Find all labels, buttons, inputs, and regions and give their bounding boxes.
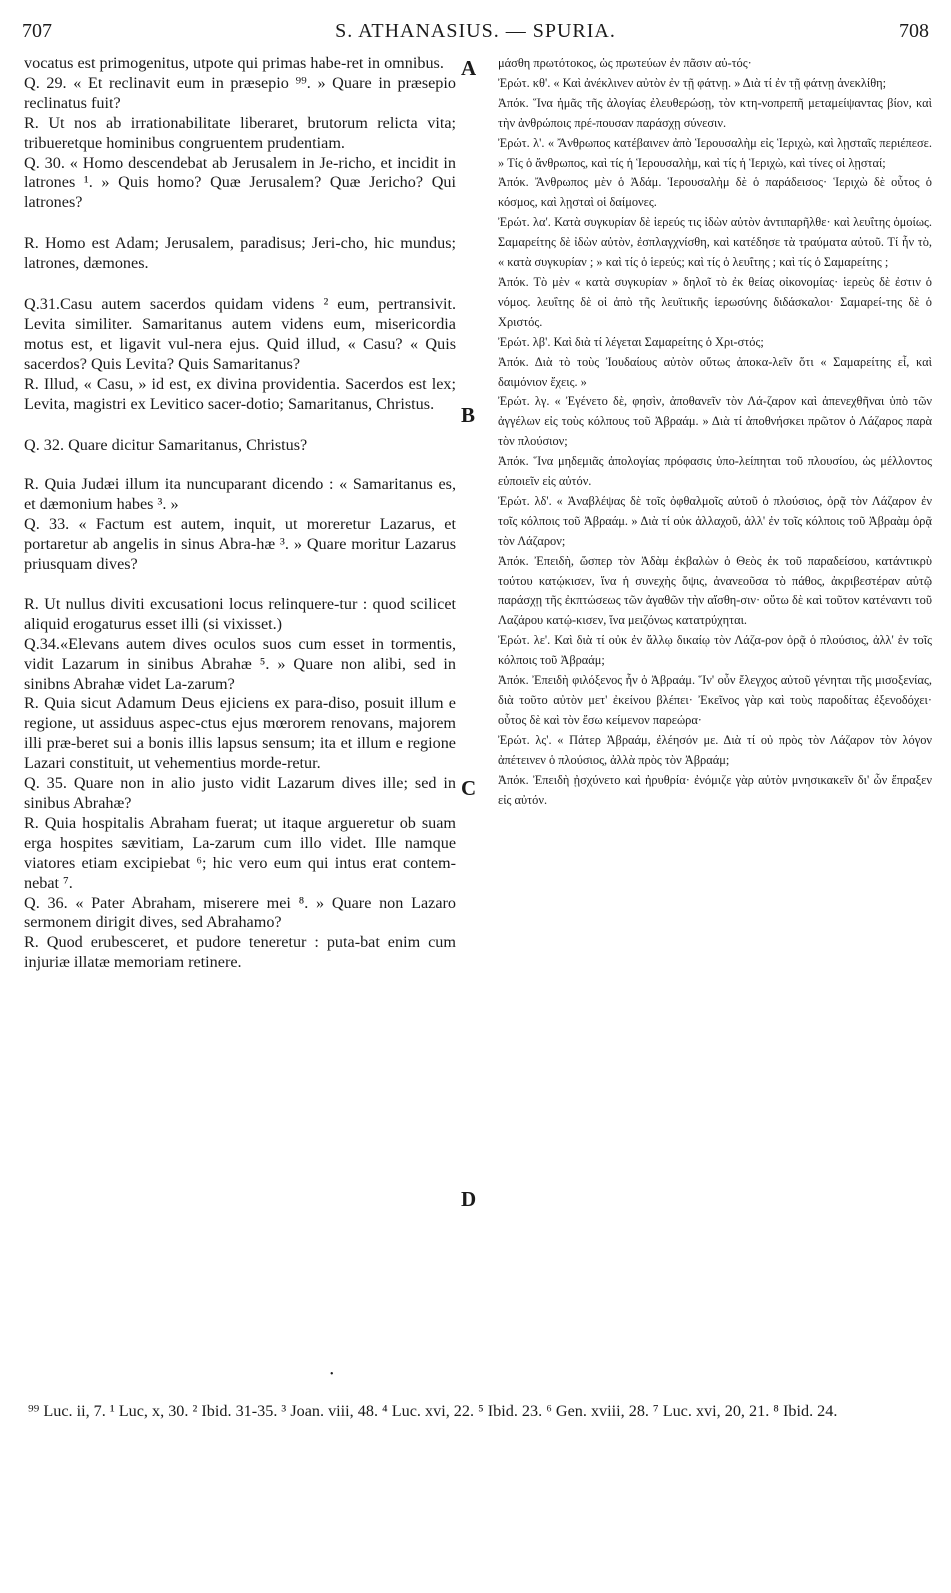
greek-paragraph: Ἐρώτ. λ'. « Ἄνθρωπος κατέβαινεν ἀπὸ Ἱερουσαλὴμ εἰς Ἱεριχὼ, καὶ λῃσταῖς περιέπεσε. » Τίς ὁ ἄνθρωπος, καὶ τίς ἡ Ἱερουσαλὴμ, καὶ τίς ἡ Ἱεριχὼ, καὶ τίνες οἱ λῃσταί; [498, 135, 932, 170]
greek-paragraph: Ἀπόκ. Ἐπειδὴ φιλόξενος ἦν ὁ Ἀβραάμ. Ἵν' οὖν ἔλεγχος αὐτοῦ γένηται τῆς μισοξενίας, διὰ τοῦτο αὐτὸν μετ' ἐκείνου βλέπει· Ἐκεῖνος γὰρ καὶ τοὺς παροδίτας ἐξενοδόχει· οὗτος δὲ καὶ τὸν ἔσω κείμενον παρεώρα· [498, 673, 932, 727]
greek-paragraph: Ἀπόκ. Τὸ μὲν « κατὰ συγκυρίαν » δηλοῖ τὸ ἐκ θείας οἰκονομίας· ἱερεὺς δὲ ἐστιν ὁ νόμος. λευΐτης δὲ οἱ ἀπὸ τῆς λευϊτικῆς ἱερωσύνης διδάσκαλοι· Σαμαρεί-της δὲ ὁ Χριστός. [498, 274, 932, 329]
page-header [22, 20, 929, 48]
latin-paragraph: R. Illud, « Casu, » id est, ex divina providentia. Sacerdos est lex; Levita, magistri ex Levitico sacer-dotio; Samaritanus, Christus. [24, 374, 456, 413]
greek-paragraph: Ἐρώτ. λς'. « Πάτερ Ἀβραάμ, ἐλέησόν με. Διὰ τί οὐ πρὸς τὸν Λάζαρον τὸν λόγον ἀπέτεινεν ὁ πλούσιος, ἀλλὰ πρὸς τὸν Ἀβραάμ; [498, 732, 932, 767]
greek-paragraph: Ἀπόκ. Ἵνα ἡμᾶς τῆς ἀλογίας ἐλευθερώσῃ, τὸν κτη-νοπρεπῆ μεταμείψαντας βίον, καὶ τὴν ἀνθρώποις πρέ-πουσαν παράσχῃ σύνεσιν. [498, 95, 932, 130]
greek-paragraph: Ἐρώτ. λα'. Κατὰ συγκυρίαν δὲ ἱερεύς τις ἰδὼν αὐτὸν ἀντιπαρῆλθε· καὶ λευΐτης ὁμοίως. Σαμαρείτης δὲ ἰδὼν αὐτὸν, ἐσπλαγχνίσθη, καὶ κατέδησε τὰ τραύματα αὐτοῦ. Τί ἦν τὸ, « κατὰ συγκυρίαν ; » καὶ τίς ὁ ἱερεύς; καὶ τίς ὁ λευΐτης ; καὶ τίς ὁ Σαμαρείτης ; [498, 215, 932, 270]
latin-paragraph: R. Quod erubesceret, et pudore teneretur : puta-bat enim cum injuriæ illatæ memoriam retinere. [24, 933, 456, 972]
greek-paragraph: Ἀπόκ. Διὰ τὸ τοὺς Ἰουδαίους αὐτὸν οὕτως ἀποκα-λεῖν ὅτι « Σαμαρείτης εἶ, καὶ δαιμόνιον ἔχεις. » [498, 354, 932, 389]
latin-paragraph: Q. 30. « Homo descendebat ab Jerusalem in Je-richo, et incidit in latrones ¹. » Quis homo? Quæ Jerusalem? Quæ Jericho? Qui latrones? [24, 153, 456, 212]
footnotes: ⁹⁹ Luc. ii, 7. ¹ Luc, x, 30. ² Ibid. 31-35. ³ Joan. viii, 48. ⁴ Luc. xvi, 22. ⁵ Ibid. 23. ⁶ Gen. xviii, 28. ⁷ Luc. xvi, 20, 21. ⁸ Ibid. 24. [28, 1402, 838, 1420]
greek-paragraph: Ἐρώτ. λγ. « Ἐγένετο δὲ, φησὶν, ἀποθανεῖν τὸν Λά-ζαρον καὶ ἀπενεχθῆναι ὑπὸ τῶν ἀγγέλων εἰς τοὺς κόλπους τοῦ Ἀβραάμ. » Διὰ τί ἀποθνήσκει πρῶτον ὁ Λάζαρος παρὰ τὸν πλούσιον; [498, 394, 932, 449]
greek-paragraph: μάσθη πρωτότοκος, ὡς πρωτεύων ἐν πᾶσιν αὐ-τός· [498, 56, 752, 70]
latin-paragraph: Q.34.«Elevans autem dives oculos suos cum esset in tormentis, vidit Lazarum in sinibus Abrahæ ⁵. » Quare non alibi, sed in sinibns Abrahæ videt La-zarum? [24, 634, 456, 693]
margin-marker-a: A [461, 56, 477, 80]
greek-paragraph: Ἀπόκ. Ἐπειδὴ ᾐσχύνετο καὶ ἠρυθρία· ἐνόμιζε γὰρ αὐτὸν μνησικακεῖν δι' ὧν ἔπραξεν εἰς αὐτόν. [498, 772, 932, 807]
latin-paragraph: R. Homo est Adam; Jerusalem, paradisus; Jeri-cho, hic mundus; latrones, dæmones. [24, 234, 456, 273]
latin-paragraph: Q.31.Casu autem sacerdos quidam videns ² eum, pertransivit. Levita similiter. Samaritanus autem videns eum, misericordia motus est, et ligavit vul-nera ejus. Quid illud, « Casu? « Quis sacerdos? Quis Levita? Quis Samaritanus? [24, 295, 456, 373]
page-number-right: 708 [899, 20, 929, 42]
greek-paragraph: Ἐρώτ. λβ'. Καὶ διὰ τί λέγεται Σαμαρείτης ὁ Χρι-στός; [498, 334, 764, 349]
greek-paragraph: Ἐρώτ. λδ'. « Ἀναβλέψας δὲ τοῖς ὀφθαλμοῖς αὐτοῦ ὁ πλούσιος, ὁρᾷ τὸν Λάζαρον ἐν τοῖς κόλποις τοῦ Ἀβραάμ. » Διὰ τί οὐκ ἀλλαχοῦ, ἀλλ' ἐν τοῖς κόλποις τοῦ Ἀβραὰμ ὁρᾷ τὸν Λάζαρον; [498, 493, 932, 548]
page-number-left: 707 [22, 20, 52, 42]
latin-paragraph: R. Quia sicut Adamum Deus ejiciens ex para-diso, posuit illum e regione, ut assiduus aspec-ctus ejus mœrorem renovans, majorem illi præ-beret sui a bonis illis lapsus sensum; ita et illum e regione Lazari constituit, ut vehementius morde-retur. [24, 694, 456, 773]
latin-paragraph: Q. 36. « Pater Abraham, miserere mei ⁸. » Quare non Lazaro sermonem dirigit dives, sed Abrahamo? [24, 893, 456, 932]
latin-paragraph: Q. 29. « Et reclinavit eum in præsepio ⁹⁹. » Quare in præsepio reclinatus fuit? [24, 73, 456, 112]
greek-paragraph: Ἀπόκ. Ἐπειδὴ, ὥσπερ τὸν Ἀδὰμ ἐκβαλὼν ὁ Θεὸς ἐκ τοῦ παραδείσου, κατάντικρὺ τούτου κατῴκισεν, ἵνα ἡ συνεχὴς ὄψις, ἀνανεοῦσα τὸ πάθος, ἀκριβεστέραν αὐτῷ παράσχῃ τῆς ἐκπτώσεως τῶν ἀγαθῶν τὴν αἴσθη-σιν· οὕτω δὲ καὶ τοῦτον κατέναντι τοῦ Λαζάρου κατῴ-κισεν, ἵνα μειζόνως κατατρύχηται. [498, 553, 932, 628]
greek-paragraph: Ἐρώτ. κθ'. « Καὶ ἀνέκλινεν αὐτὸν ἐν τῇ φάτνῃ. » Διὰ τί ἐν τῇ φάτνῃ ἀνεκλίθη; [498, 75, 887, 90]
separator-dot: • [330, 1369, 334, 1380]
latin-paragraph: Q. 33. « Factum est autem, inquit, ut moreretur Lazarus, et portaretur ab angelis in sinus Abra-hæ ³. » Quare moritur Lazarus priusquam dives? [24, 515, 456, 574]
margin-marker-b: B [461, 403, 476, 427]
latin-paragraph: Q. 32. Quare dicitur Samaritanus, Christus? [24, 435, 308, 454]
running-title: S. ATHANASIUS. — SPURIA. [335, 20, 616, 42]
latin-paragraph: R. Quia hospitalis Abraham fuerat; ut itaque argueretur ob suam erga hospites sævitiam, La-zarum cum illo videt. Ille namque viatores etiam excipiebat ⁶; hic vero eum qui intus erat contem-nebat ⁷. [24, 813, 456, 892]
latin-column [24, 54, 456, 973]
latin-paragraph: R. Ut nullus diviti excusationi locus relinquere-tur : quod scilicet aliquid erogaturus esset illi (si vixisset.) [24, 594, 456, 633]
latin-paragraph: R. Quia Judæi illum ita nuncuparant dicendo : « Samaritanus es, et dæmonium habes ³. » [24, 475, 456, 514]
greek-column [498, 54, 932, 810]
margin-marker-d: D [461, 1187, 477, 1211]
latin-paragraph: vocatus est primogenitus, utpote qui primas habe-ret in omnibus. [24, 54, 444, 72]
latin-paragraph: R. Ut nos ab irrationabilitate liberaret, brutorum relicta vita; tribueretque hominibus congruentem prudentiam. [24, 113, 456, 152]
greek-paragraph: Ἀπόκ. Ἄνθρωπος μὲν ὁ Ἀδάμ. Ἱερουσαλὴμ δὲ ὁ παράδεισος· Ἱεριχὼ δὲ οὗτος ὁ κόσμος, καὶ λῃσταὶ οἱ δαίμονες. [498, 175, 932, 210]
margin-marker-c: C [461, 776, 477, 800]
greek-paragraph: Ἐρώτ. λε'. Καὶ διὰ τί οὐκ ἐν ἄλλῳ δικαίῳ τὸν Λάζα-ρον ὁρᾷ ὁ πλούσιος, ἀλλ' ἐν τοῖς κόλποις τοῦ Ἀβραάμ; [498, 633, 932, 668]
latin-paragraph: Q. 35. Quare non in alio justo vidit Lazarum dives ille; sed in sinibus Abrahæ? [24, 774, 456, 812]
greek-paragraph: Ἀπόκ. Ἵνα μηδεμιᾶς ἀπολογίας πρόφασις ὑπο-λείπηται τοῦ πλουσίου, ὡς μέλλοντος εὐποιεῖν εἰς αὐτόν. [498, 454, 932, 489]
